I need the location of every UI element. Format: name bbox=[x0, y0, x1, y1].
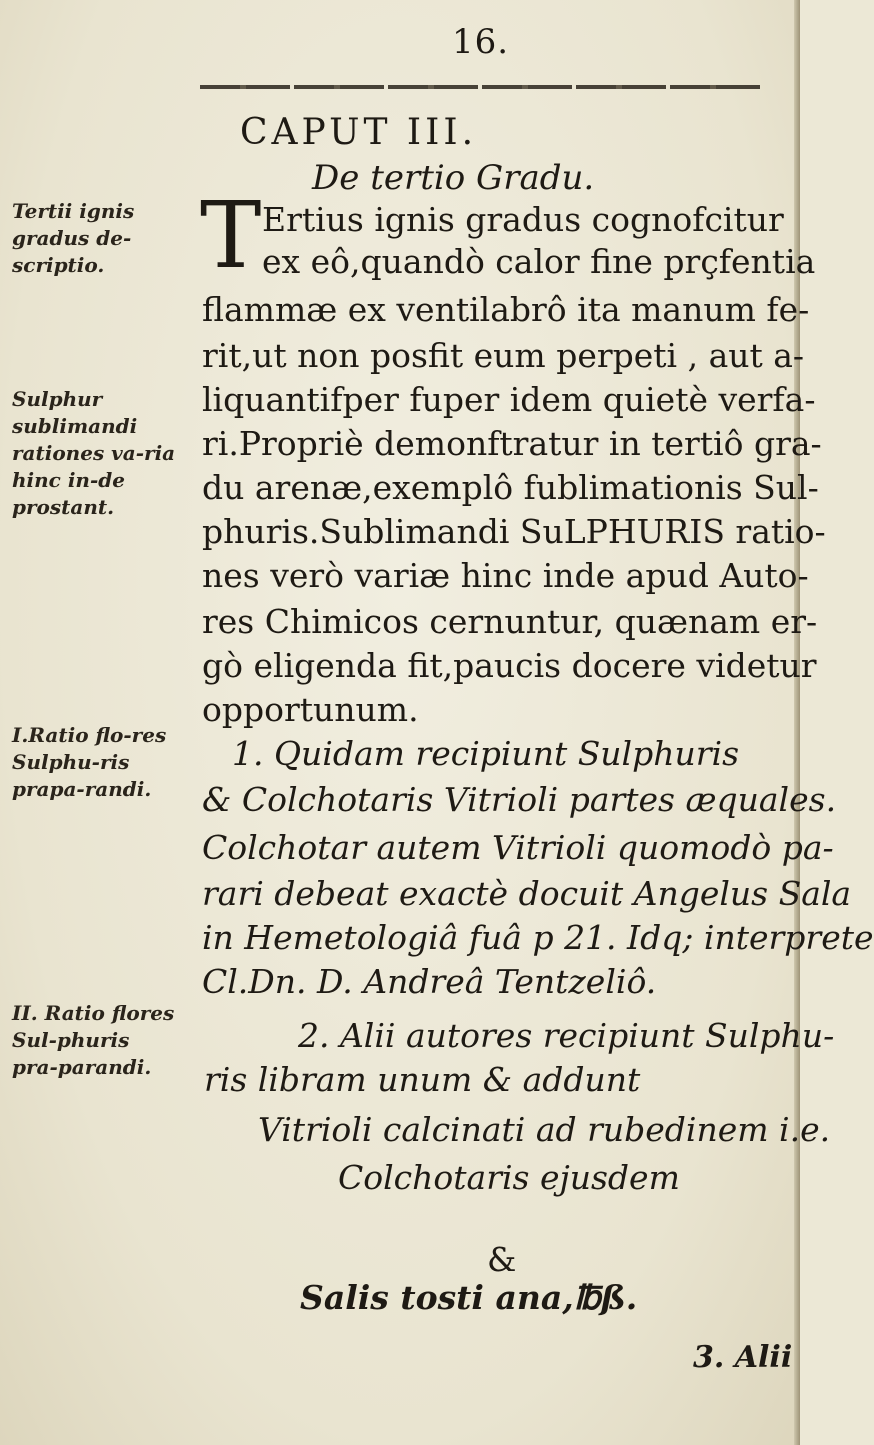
recipe-line: 1. Quidam recipiunt Sulphuris bbox=[232, 734, 740, 773]
text-line: ex eô,quandò calor fine prçfentia bbox=[262, 242, 816, 281]
recipe-line: & Colchotaris Vitrioli partes æquales. bbox=[202, 780, 837, 819]
margin-note-ratio-2: II. Ratio flores Sul-phuris pra-parandi. bbox=[12, 1001, 175, 1079]
ampersand: & bbox=[487, 1240, 517, 1279]
recipe-line: Colchotar autem Vitrioli quomodò pa- bbox=[202, 828, 834, 867]
margin-note-sublimation: Sulphur sublimandi rationes va-ria hinc in-de prostant. bbox=[12, 387, 176, 519]
text-line: du arenæ,exemplô fublimationis Sul- bbox=[202, 468, 819, 507]
catchword: 3. Alii bbox=[693, 1340, 793, 1375]
recipe-line: ris libram unum & addunt bbox=[204, 1060, 641, 1099]
margin-note-ratio-1: I.Ratio flo-res Sulphu-ris prapa-randi. bbox=[12, 723, 167, 801]
recipe-line: Cl.Dn. D. Andreâ Tentzeliô. bbox=[202, 962, 657, 1001]
text-line: flammæ ex ventilabrô ita manum fe- bbox=[202, 290, 810, 329]
recipe-line: rari debeat exactè docuit Angelus Sala bbox=[202, 874, 852, 913]
salis-line: Salis tosti ana,℔ß. bbox=[300, 1278, 638, 1317]
text-line: rit,ut non posfit eum perpeti , aut a- bbox=[202, 336, 805, 375]
text-line: res Chimicos cernuntur, quænam er- bbox=[202, 602, 818, 641]
recipe-line: Vitrioli calcinati ad rubedinem i.e. bbox=[258, 1110, 831, 1149]
recipe-line: 2. Alii autores recipiunt Sulphu- bbox=[298, 1016, 835, 1055]
ornamental-rule bbox=[200, 85, 760, 89]
page-edge bbox=[794, 0, 800, 1445]
chapter-subtitle: De tertio Gradu. bbox=[312, 158, 595, 198]
text-line: liquantifper fuper idem quietè verfa- bbox=[202, 380, 816, 419]
recipe-line: in Hemetologiâ fuâ p 21. Idq; interprete bbox=[202, 918, 874, 957]
text-line: phuris.Sublimandi SuLPHURIS ratio- bbox=[202, 512, 826, 551]
text-line: Ertius ignis gradus cognofcitur bbox=[262, 200, 784, 239]
recipe-line: Colchotaris ejusdem bbox=[338, 1158, 680, 1197]
text-line: ri.Propriè demonftratur in tertiô gra- bbox=[202, 424, 822, 463]
chapter-heading: CAPUT III. bbox=[240, 112, 478, 153]
page-number: 16. bbox=[452, 22, 510, 62]
margin-note-description: Tertii ignis gradus de-scriptio. bbox=[12, 199, 135, 277]
text-line: gò eligenda fit,paucis docere videtur bbox=[202, 646, 817, 685]
drop-cap: T bbox=[200, 182, 262, 289]
text-line: opportunum. bbox=[202, 690, 419, 729]
text-line: nes verò variæ hinc inde apud Auto- bbox=[202, 556, 809, 595]
